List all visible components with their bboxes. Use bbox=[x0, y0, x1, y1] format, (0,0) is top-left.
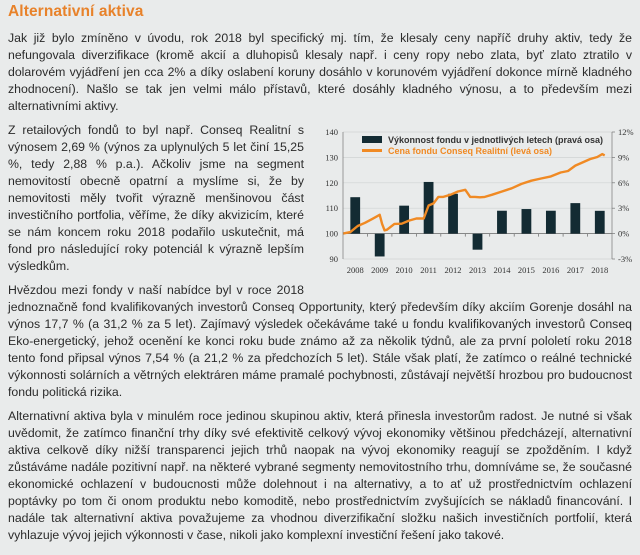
x-axis-tick-label: 2012 bbox=[444, 265, 462, 275]
left-axis-tick-label: 120 bbox=[325, 177, 338, 188]
chart-and-text-block bbox=[8, 122, 632, 401]
paragraph-conclusion: Alternativní aktiva byla v minulém roce jedinou skupinou aktiv, která přinesla investorům radost. Je nutné si však uvědomit, že zatímco finanční trhy díky své efektivitě celkový vývoj ekonomiky většinou předcházejí, alternativní aktiva celkově díky nižší transparenci jejich trhů naopak na vývoj ekonomiky reagují se zpožděním. I když zůstáváme nadále pozitivní např. na některé vybrané segmenty nemovitostního trhu, domníváme se, že současné ekonomické ochlazení v budoucnosti může dolehnout i na alternativy, a to ať už prostřednictvím ochlazení poptávky po tom či onom produktu nebo komoditě, nebo prostřednictvím zvyšujících se nákladů financování. I nadále tak alternativní aktiva považujeme za vhodnou diverzifikační složku našich investičních portfolií, která vyhlazuje vývoj jejich výkonnosti v čase, nikoli jako komplexní investiční řešení jako takové. bbox=[8, 409, 632, 542]
x-axis-tick-label: 2010 bbox=[395, 265, 413, 275]
x-axis-tick-label: 2017 bbox=[566, 265, 584, 275]
chart-legend bbox=[362, 135, 603, 156]
paragraph-star-fund bbox=[8, 282, 632, 401]
section-title: Alternativní aktiva bbox=[8, 3, 144, 20]
legend-bar-label: Výkonnost fondu v jednotlivých letech (pravá osa) bbox=[388, 135, 604, 145]
right-axis-tick-label: 12% bbox=[618, 127, 634, 137]
x-axis-tick-label: 2014 bbox=[493, 265, 511, 275]
chart-svg bbox=[310, 122, 640, 282]
paragraph-star-fund-rest: jednoznačně fond kvalifikovaných investorů Conseq Opportunity, který především díky akciím Gorenje dosáhl na výnos 17,7 % (a 31,2 % za 5 let). Zajímavý výsledek očekáváme také u fondu kvalifikovaných investorů Conseq Eko-energetický, jehož ocenění ke konci roku bude známo až za několik týdnů, ale za první pololetí roku 2018 tento fond připsal výnos 7,54 % (a 21,2 % za předchozích 5 let). Stále však platí, že zatímco o reálné technické výkonnosti solárních a větrných elektráren máme pramalé pochybnosti, zůstávají největší hrozbou pro budoucnost fondu politická rizika. bbox=[8, 300, 632, 399]
x-axis-tick-label: 2008 bbox=[346, 265, 364, 275]
x-axis-tick-label: 2018 bbox=[591, 265, 609, 275]
right-axis-tick-label: 3% bbox=[618, 203, 630, 214]
legend-line-label: Cena fondu Conseq Realitní (levá osa) bbox=[388, 146, 553, 156]
bar-2016 bbox=[546, 211, 556, 234]
left-axis-tick-label: 140 bbox=[325, 127, 338, 137]
bar-2017 bbox=[570, 203, 580, 233]
bar-2013 bbox=[473, 234, 483, 250]
price-line bbox=[343, 154, 605, 234]
left-axis-tick-label: 110 bbox=[325, 203, 338, 214]
legend-line-swatch bbox=[362, 149, 382, 152]
x-axis-tick-label: 2009 bbox=[371, 265, 389, 275]
x-axis-tick-label: 2011 bbox=[420, 265, 437, 275]
right-axis-tick-label: 6% bbox=[618, 177, 630, 188]
left-axis-tick-label: 100 bbox=[325, 228, 338, 239]
right-axis-tick-label: -3% bbox=[618, 254, 633, 264]
bar-2015 bbox=[522, 209, 532, 234]
x-axis-tick-label: 2016 bbox=[542, 265, 560, 275]
right-axis-tick-label: 0% bbox=[618, 228, 630, 239]
paragraph-intro: Jak již bylo zmíněno v úvodu, rok 2018 byl specifický mj. tím, že klesaly ceny napříč druhy aktiv, tedy že nefungovala diverzifikace (kromě akcií a dluhopisů klesaly např. i ceny ropy nebo zlata, byť zlato ztratilo v dolarovém vyjádření jen cca 2% a díky oslabení koruny dosáhlo v korunovém vyjádření dokonce mírně kladného zhodnocení). Našlo se tak jen velmi málo přístavů, které dosáhly kladného výnosu, a to především mezi alternativními aktivy. bbox=[8, 31, 632, 113]
x-axis-tick-label: 2013 bbox=[469, 265, 486, 275]
x-axis-tick-label: 2015 bbox=[517, 265, 535, 275]
chart-bars bbox=[350, 182, 604, 257]
paragraph-retail-funds: Z retailových fondů to byl např. Conseq Realitní s výnosem 2,69 % (výnos za uplynulých 5 let činí 15,25 %, tedy 2,88 % p.a.). Ačkoliv jsme na segment nemovitostí obecně opatrní a myslíme si, že by nemovitosti měly tvořit výrazně menšinovou část investičního portfolia, věříme, že díky akvizicím, které se nám koncem roku 2018 podařilo uskutečnit, má fond pro následující roky potenciál k výrazně lepším výsledkům. bbox=[8, 123, 304, 273]
fund-performance-chart bbox=[310, 122, 640, 282]
chart-line bbox=[343, 154, 605, 234]
bar-2010 bbox=[399, 206, 409, 234]
left-axis-tick-label: 130 bbox=[325, 152, 338, 163]
bar-2018 bbox=[595, 211, 605, 234]
bar-2014 bbox=[497, 211, 507, 234]
legend-bar-swatch bbox=[362, 136, 382, 143]
paragraph-star-fund-first-line: Hvězdou mezi fondy v naší nabídce byl v roce 2018 bbox=[8, 283, 304, 297]
right-axis-tick-label: 9% bbox=[618, 152, 630, 163]
bar-2009 bbox=[375, 234, 385, 257]
bar-2012 bbox=[448, 194, 458, 234]
left-axis-tick-label: 90 bbox=[329, 254, 338, 264]
